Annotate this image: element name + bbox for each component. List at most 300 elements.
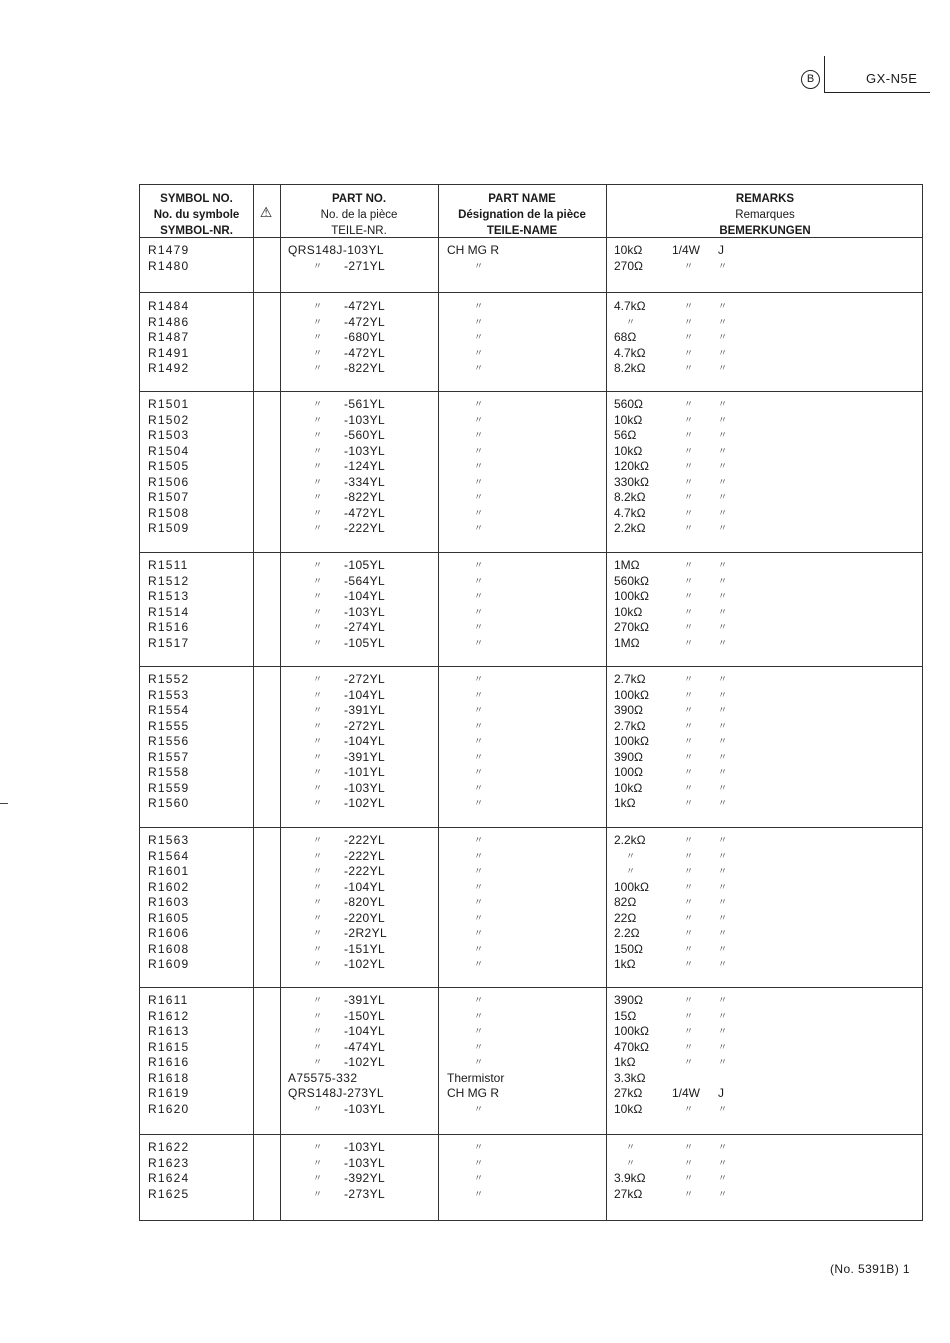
power-ditto-mark: 〃 [684, 751, 694, 762]
symbol-number: R1619 [148, 1086, 190, 1100]
name-ditto-mark: 〃 [474, 260, 484, 271]
resistance-value: 470kΩ [614, 1039, 649, 1054]
part-ditto-mark: 〃 [313, 928, 323, 938]
symbol-number: R1618 [148, 1070, 190, 1085]
symbol-number: R1501 [148, 397, 190, 411]
symbol-number: R1517 [148, 635, 190, 650]
table-row [140, 957, 922, 973]
tolerance-ditto-mark: 〃 [718, 1157, 728, 1168]
resistance-value: 8.2kΩ [614, 490, 646, 504]
part-ditto-mark: 〃 [313, 850, 323, 861]
part-ditto-mark: 〃 [313, 332, 323, 342]
header-part-en: PART NO. [331, 193, 387, 205]
part-number: -561YL [344, 397, 386, 411]
part-ditto-mark: 〃 [313, 943, 323, 954]
symbol-number: R1558 [148, 765, 190, 779]
power-ditto-mark: 〃 [684, 492, 694, 502]
part-number: -222YL [344, 864, 386, 878]
part-number: -102YL [344, 1055, 386, 1069]
resistance-value: 1MΩ [614, 558, 640, 572]
group-separator [140, 827, 922, 828]
name-ditto-mark: 〃 [474, 414, 484, 425]
name-ditto-mark: 〃 [474, 316, 484, 327]
power-ditto-mark: 〃 [684, 1142, 694, 1152]
table-row [140, 558, 922, 574]
tolerance-ditto-mark: 〃 [718, 1041, 728, 1052]
table-row [140, 993, 922, 1009]
table-row [140, 734, 922, 750]
header-divider [824, 56, 825, 92]
power-ditto-mark: 〃 [684, 347, 694, 358]
power-ditto-mark: 〃 [684, 316, 694, 327]
table-row [140, 703, 922, 719]
table-row [140, 397, 922, 413]
part-number: -103YL [344, 443, 386, 458]
symbol-number: R1603 [148, 895, 190, 909]
part-ditto-mark: 〃 [313, 674, 323, 684]
power-ditto-mark: 〃 [684, 507, 694, 518]
symbol-number: R1513 [148, 589, 190, 603]
table-row [140, 330, 922, 346]
power-ditto-mark: 〃 [684, 637, 694, 648]
part-ditto-mark: 〃 [313, 347, 323, 358]
table-row [140, 1086, 922, 1102]
tolerance-ditto-mark: 〃 [718, 912, 728, 923]
resistance-value: 4.7kΩ [614, 505, 646, 520]
resistance-value: 1MΩ [614, 635, 640, 650]
resistance-value: 2.2kΩ [614, 833, 646, 847]
part-number: -680YL [344, 330, 386, 344]
power-ditto-mark: 〃 [684, 959, 694, 969]
part-number: -222YL [344, 848, 386, 863]
name-ditto-mark: 〃 [474, 835, 484, 845]
name-ditto-mark: 〃 [474, 1026, 484, 1036]
symbol-number: R1486 [148, 314, 190, 329]
name-ditto-mark: 〃 [474, 560, 484, 570]
resistance-value: 4.7kΩ [614, 345, 646, 360]
name-ditto-mark: 〃 [474, 674, 484, 684]
resistance-value: 8.2kΩ [614, 361, 646, 375]
resistance-value: 〃 [626, 316, 636, 327]
tolerance-ditto-mark: 〃 [718, 560, 728, 570]
part-ditto-mark: 〃 [313, 622, 323, 632]
symbol-number: R1564 [148, 848, 190, 863]
part-number: -822YL [344, 361, 386, 375]
power-ditto-mark: 〃 [684, 575, 694, 586]
name-ditto-mark: 〃 [474, 637, 484, 648]
power-ditto-mark: 〃 [684, 430, 694, 440]
part-number: -105YL [344, 558, 386, 572]
part-ditto-mark: 〃 [313, 1142, 323, 1152]
tolerance-ditto-mark: 〃 [718, 316, 728, 327]
part-number: -105YL [344, 635, 386, 650]
name-ditto-mark: 〃 [474, 897, 484, 907]
tolerance-ditto-mark: 〃 [718, 1188, 728, 1199]
part-ditto-mark: 〃 [313, 1010, 323, 1021]
tolerance-ditto-mark: 〃 [718, 736, 728, 746]
resistance-value: 〃 [626, 866, 636, 876]
table-row [140, 1140, 922, 1156]
table-row [140, 506, 922, 522]
tolerance-ditto-mark: 〃 [718, 1142, 728, 1152]
part-ditto-mark: 〃 [313, 606, 323, 617]
table-row [140, 1171, 922, 1187]
part-ditto-mark: 〃 [313, 560, 323, 570]
header-part-de: TEILE-NR. [331, 225, 387, 237]
resistance-value: 1kΩ [614, 957, 636, 971]
tolerance-ditto-mark: 〃 [718, 1026, 728, 1036]
parts-table [139, 184, 923, 1221]
part-ditto-mark: 〃 [313, 492, 323, 502]
header-part [280, 191, 438, 239]
power-ditto-mark: 〃 [684, 476, 694, 487]
table-row [140, 1102, 922, 1118]
part-ditto-mark: 〃 [313, 751, 323, 762]
header-symbol [140, 191, 253, 239]
name-ditto-mark: 〃 [474, 575, 484, 586]
name-ditto-mark: 〃 [474, 430, 484, 440]
table-row [140, 620, 922, 636]
part-number: -560YL [344, 428, 386, 442]
power-ditto-mark: 〃 [684, 606, 694, 617]
resistance-value: 〃 [626, 1157, 636, 1168]
name-ditto-mark: 〃 [474, 591, 484, 601]
symbol-number: R1555 [148, 718, 190, 733]
power-ditto-mark: 〃 [684, 767, 694, 777]
part-name: Thermistor [447, 1070, 505, 1085]
table-row [140, 490, 922, 506]
name-ditto-mark: 〃 [474, 363, 484, 373]
part-number: -391YL [344, 703, 386, 717]
part-number: -103YL [344, 1140, 386, 1154]
tolerance-ditto-mark: 〃 [718, 881, 728, 892]
power-ditto-mark: 〃 [684, 736, 694, 746]
part-number: -104YL [344, 879, 386, 894]
resistance-value: 27kΩ [614, 1186, 643, 1201]
name-ditto-mark: 〃 [474, 347, 484, 358]
power-ditto-mark: 〃 [684, 928, 694, 938]
tolerance-ditto-mark: 〃 [718, 835, 728, 845]
symbol-number: R1613 [148, 1024, 190, 1038]
name-ditto-mark: 〃 [474, 332, 484, 342]
part-number: -102YL [344, 796, 386, 810]
symbol-number: R1609 [148, 957, 190, 971]
header-symbol-en: SYMBOL NO. [160, 193, 233, 205]
power-ditto-mark: 〃 [684, 1041, 694, 1052]
part-ditto-mark: 〃 [313, 430, 323, 440]
power-ditto-mark: 〃 [684, 1010, 694, 1021]
part-ditto-mark: 〃 [313, 414, 323, 425]
table-row [140, 895, 922, 911]
power-ditto-mark: 〃 [684, 445, 694, 456]
symbol-number: R1556 [148, 734, 190, 748]
power-ditto-mark: 〃 [684, 897, 694, 907]
resistance-value: 100kΩ [614, 1024, 649, 1038]
table-row [140, 1040, 922, 1056]
part-ditto-mark: 〃 [313, 736, 323, 746]
power-ditto-mark: 〃 [684, 560, 694, 570]
resistance-value: 56Ω [614, 428, 637, 442]
part-ditto-mark: 〃 [313, 591, 323, 601]
part-ditto-mark: 〃 [313, 1188, 323, 1199]
name-ditto-mark: 〃 [474, 798, 484, 808]
power-ditto-mark: 〃 [684, 399, 694, 409]
name-ditto-mark: 〃 [474, 523, 484, 533]
part-number: -222YL [344, 521, 386, 535]
part-number: -151YL [344, 941, 386, 956]
tolerance-ditto-mark: 〃 [718, 1103, 728, 1114]
symbol-number: R1504 [148, 443, 190, 458]
resistance-value: 100kΩ [614, 589, 649, 603]
header-symbol-fr: No. du symbole [153, 209, 240, 221]
name-ditto-mark: 〃 [474, 399, 484, 409]
symbol-number: R1487 [148, 330, 190, 344]
tolerance-ditto-mark: 〃 [718, 751, 728, 762]
table-row [140, 315, 922, 331]
part-ditto-mark: 〃 [313, 835, 323, 845]
table-row [140, 1009, 922, 1025]
table-row [140, 1055, 922, 1071]
power-ditto-mark: 〃 [684, 674, 694, 684]
table-row [140, 636, 922, 652]
part-number: -272YL [344, 672, 386, 686]
table-row [140, 719, 922, 735]
symbol-number: R1622 [148, 1140, 190, 1154]
part-ditto-mark: 〃 [313, 445, 323, 456]
resistance-value: 100kΩ [614, 879, 649, 894]
part-ditto-mark: 〃 [313, 523, 323, 533]
resistance-value: 10kΩ [614, 604, 643, 619]
part-number: -102YL [344, 957, 386, 971]
header-remarks-en: REMARKS [735, 193, 795, 205]
power-ditto-mark: 〃 [684, 1026, 694, 1036]
part-number: -103YL [344, 780, 386, 795]
name-ditto-mark: 〃 [474, 943, 484, 954]
part-number: -820YL [344, 895, 386, 909]
header-remarks-de: BEMERKUNGEN [719, 225, 811, 237]
group-separator [140, 552, 922, 553]
tolerance-ditto-mark: 〃 [718, 850, 728, 861]
resistance-value: 100kΩ [614, 734, 649, 748]
table-row [140, 1024, 922, 1040]
power-rating: 1/4W [672, 1086, 701, 1100]
name-ditto-mark: 〃 [474, 1103, 484, 1114]
part-ditto-mark: 〃 [313, 959, 323, 969]
table-row [140, 864, 922, 880]
table-row [140, 796, 922, 812]
name-ditto-mark: 〃 [474, 461, 484, 471]
part-number: -222YL [344, 833, 386, 847]
part-ditto-mark: 〃 [313, 507, 323, 518]
part-ditto-mark: 〃 [313, 1157, 323, 1168]
header-name [438, 191, 606, 239]
name-ditto-mark: 〃 [474, 606, 484, 617]
table-row [140, 259, 922, 275]
tolerance-ditto-mark: 〃 [718, 507, 728, 518]
symbol-number: R1491 [148, 345, 190, 360]
resistance-value: 390Ω [614, 749, 643, 764]
power-ditto-mark: 〃 [684, 720, 694, 731]
part-number: -472YL [344, 299, 386, 313]
table-row [140, 475, 922, 491]
tolerance-ditto-mark: 〃 [718, 260, 728, 271]
tolerance-ditto-mark: 〃 [718, 575, 728, 586]
power-ditto-mark: 〃 [684, 260, 694, 271]
resistance-value: 1kΩ [614, 1055, 636, 1069]
symbol-number: R1484 [148, 299, 190, 313]
symbol-number: R1602 [148, 879, 190, 894]
part-number: -101YL [344, 765, 386, 779]
part-ditto-mark: 〃 [313, 897, 323, 907]
resistance-value: 1kΩ [614, 796, 636, 810]
resistance-value: 3.3kΩ [614, 1070, 646, 1085]
tolerance-ditto-mark: 〃 [718, 943, 728, 954]
part-ditto-mark: 〃 [313, 637, 323, 648]
resistance-value: 3.9kΩ [614, 1171, 646, 1185]
part-number: -104YL [344, 687, 386, 702]
symbol-number: R1552 [148, 672, 190, 686]
part-number: -103YL [344, 412, 386, 427]
table-row [140, 849, 922, 865]
power-ditto-mark: 〃 [684, 1057, 694, 1067]
power-ditto-mark: 〃 [684, 881, 694, 892]
power-ditto-mark: 〃 [684, 332, 694, 342]
group-separator [140, 391, 922, 392]
symbol-number: R1509 [148, 521, 190, 535]
power-ditto-mark: 〃 [684, 461, 694, 471]
name-ditto-mark: 〃 [474, 1142, 484, 1152]
symbol-number: R1559 [148, 780, 190, 795]
tolerance-ditto-mark: 〃 [718, 430, 728, 440]
resistance-value: 22Ω [614, 910, 637, 925]
name-ditto-mark: 〃 [474, 1010, 484, 1021]
name-ditto-mark: 〃 [474, 912, 484, 923]
part-ditto-mark: 〃 [313, 689, 323, 700]
symbol-number: R1508 [148, 505, 190, 520]
tolerance-ditto-mark: 〃 [718, 637, 728, 648]
table-row [140, 833, 922, 849]
part-ditto-mark: 〃 [313, 1041, 323, 1052]
table-row [140, 1071, 922, 1087]
table-row [140, 574, 922, 590]
part-ditto-mark: 〃 [313, 316, 323, 327]
power-ditto-mark: 〃 [684, 995, 694, 1005]
symbol-number: R1503 [148, 428, 190, 442]
name-ditto-mark: 〃 [474, 492, 484, 502]
name-ditto-mark: 〃 [474, 1188, 484, 1199]
resistance-value: 15Ω [614, 1008, 637, 1023]
symbol-number: R1616 [148, 1055, 190, 1069]
power-ditto-mark: 〃 [684, 705, 694, 715]
table-row [140, 781, 922, 797]
name-ditto-mark: 〃 [474, 928, 484, 938]
resistance-value: 560Ω [614, 397, 643, 411]
resistance-value: 10kΩ [614, 1101, 643, 1116]
tolerance-ditto-mark: 〃 [718, 445, 728, 456]
name-ditto-mark: 〃 [474, 445, 484, 456]
part-number: -124YL [344, 459, 386, 473]
table-row [140, 589, 922, 605]
header-remarks-fr: Remarques [735, 209, 795, 221]
tolerance-ditto-mark: 〃 [718, 995, 728, 1005]
part-ditto-mark: 〃 [313, 363, 323, 373]
power-ditto-mark: 〃 [684, 850, 694, 861]
symbol-number: R1480 [148, 258, 190, 273]
power-ditto-mark: 〃 [684, 1157, 694, 1168]
symbol-number: R1506 [148, 474, 190, 489]
group-separator [140, 292, 922, 293]
part-ditto-mark: 〃 [313, 1026, 323, 1036]
header-part-fr: No. de la pièce [320, 209, 398, 221]
safety-warning-icon: ⚠ [259, 204, 273, 220]
part-number: -272YL [344, 718, 386, 733]
resistance-value: 270kΩ [614, 620, 649, 634]
resistance-value: 390Ω [614, 993, 643, 1007]
power-ditto-mark: 〃 [684, 912, 694, 923]
part-ditto-mark: 〃 [313, 1057, 323, 1067]
tolerance-ditto-mark: 〃 [718, 606, 728, 617]
name-ditto-mark: 〃 [474, 689, 484, 700]
part-ditto-mark: 〃 [313, 476, 323, 487]
resistance-value: 100Ω [614, 765, 643, 779]
tolerance-ditto-mark: 〃 [718, 928, 728, 938]
part-number: -474YL [344, 1039, 386, 1054]
tolerance-ditto-mark: 〃 [718, 476, 728, 487]
tolerance-ditto-mark: 〃 [718, 301, 728, 311]
symbol-number: R1612 [148, 1008, 190, 1023]
table-row [140, 672, 922, 688]
header-symbol-de: SYMBOL-NR. [160, 225, 233, 237]
resistance-value: 120kΩ [614, 459, 649, 473]
table-row [140, 880, 922, 896]
symbol-number: R1608 [148, 941, 190, 956]
symbol-number: R1611 [148, 993, 189, 1007]
tolerance-ditto-mark: 〃 [718, 363, 728, 373]
power-rating: 1/4W [672, 243, 701, 257]
symbol-number: R1507 [148, 490, 190, 504]
tolerance-ditto-mark: 〃 [718, 866, 728, 876]
tolerance-ditto-mark: 〃 [718, 1057, 728, 1067]
resistance-value: 560kΩ [614, 573, 649, 588]
part-ditto-mark: 〃 [313, 461, 323, 471]
name-ditto-mark: 〃 [474, 301, 484, 311]
tolerance-ditto-mark: 〃 [718, 767, 728, 777]
tolerance-ditto-mark: 〃 [718, 591, 728, 601]
resistance-value: 100kΩ [614, 687, 649, 702]
part-ditto-mark: 〃 [313, 575, 323, 586]
table-row [140, 299, 922, 315]
resistance-value: 2.7kΩ [614, 672, 646, 686]
resistance-value: 68Ω [614, 330, 637, 344]
tolerance-ditto-mark: 〃 [718, 674, 728, 684]
tolerance: J [718, 1086, 724, 1100]
symbol-number: R1620 [148, 1101, 190, 1116]
part-ditto-mark: 〃 [313, 399, 323, 409]
header-separator [140, 237, 922, 238]
part-ditto-mark: 〃 [313, 767, 323, 777]
header-name-de: TEILE-NAME [486, 225, 558, 237]
resistance-value: 150Ω [614, 941, 643, 956]
name-ditto-mark: 〃 [474, 1041, 484, 1052]
page-header [800, 68, 930, 94]
resistance-value: 2.7kΩ [614, 718, 646, 733]
power-ditto-mark: 〃 [684, 591, 694, 601]
table-row [140, 361, 922, 377]
part-ditto-mark: 〃 [313, 995, 323, 1005]
symbol-number: R1512 [148, 573, 190, 588]
power-ditto-mark: 〃 [684, 835, 694, 845]
part-number: -103YL [344, 604, 386, 619]
